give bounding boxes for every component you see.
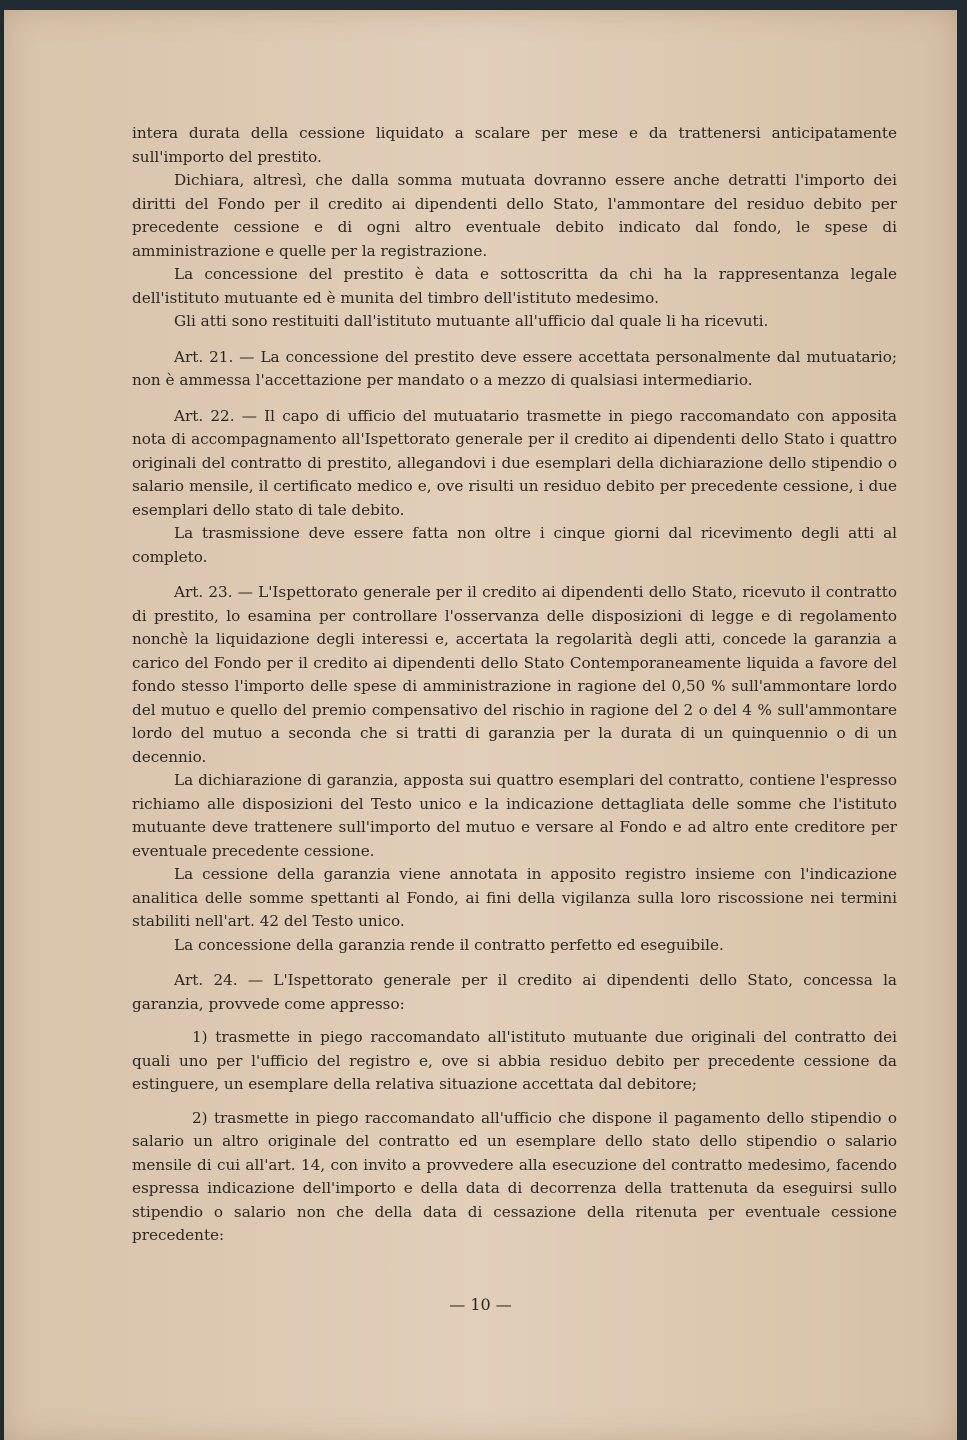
list-item: 1) trasmette in piego raccomandato all'istituto mutuante due originali del contratto dei quali uno per l'ufficio del registro e, ove si abbia residuo debito per precedente cessione da estinguere, un esemplare della relativa situazione accettata dal debitore; <box>132 1028 897 1093</box>
article-24: Art. 24. — L'Ispettorato generale per il credito ai dipendenti dello Stato, concessa la garanzia, provvede come appresso: <box>132 971 897 1013</box>
paragraph: Dichiara, altresì, che dalla somma mutuata dovranno essere anche detratti l'importo dei diritti del Fondo per il credito ai dipendenti dello Stato, l'ammontare del residuo debito per precedente cessione e di ogni altro eventuale debito indicato dal fondo, le spese di amministrazione e quelle per la registrazione. <box>132 171 897 260</box>
document-page <box>4 10 957 1440</box>
article-23: Art. 23. — L'Ispettorato generale per il credito ai dipendenti dello Stato, ricevuto il contratto di prestito, lo esamina per controllare l'osservanza delle disposizioni di legge e di regolamento nonchè la liquidazione degli interessi e, accertata la regolarità degli atti, concede la garanzia a carico del Fondo per il credito ai dipendenti dello Stato Contemporaneamente liquida a favore del fondo stesso l'importo delle spese di amministrazione in ragione del 0,50 % sull'ammontare lordo del mutuo e quello del premio compensativo del rischio in ragione del 2 o del 4 % sull'ammontare lordo del mutuo a seconda che si tratti di garanzia per la durata di un quinquennio o di un decennio. <box>132 583 897 766</box>
article-22: Art. 22. — Il capo di ufficio del mutuatario trasmette in piego raccomandato con apposita nota di accompagnamento all'Ispettorato generale per il credito ai dipendenti dello Stato i quattro originali del contratto di prestito, allegandovi i due esemplari della dichiarazione dello stipendio o salario mensile, il certificato medico e, ove risulti un residuo debito per precedente cessione, i due esemplari dello stato di tale debito. <box>132 406 897 519</box>
article-21: Art. 21. — La concessione del prestito deve essere accettata personalmente dal mutuatario; non è ammessa l'accettazione per mandato o a mezzo di qualsiasi intermediario. <box>132 347 897 389</box>
paragraph: La dichiarazione di garanzia, apposta sui quattro esemplari del contratto, contiene l'espresso richiamo alle disposizioni del Testo unico e la indicazione dettagliata delle somme che l'istituto mutuante deve trattenere sull'importo del mutuo e versare al Fondo e ad altro ente creditore per eventuale precedente cessione. <box>132 771 897 860</box>
paragraph: La cessione della garanzia viene annotata in apposito registro insieme con l'indicazione analitica delle somme spettanti al Fondo, ai fini della vigilanza sulla loro riscossione nei termini stabiliti nell'art. 42 del Testo unico. <box>132 865 897 930</box>
paragraph: La concessione della garanzia rende il contratto perfetto ed eseguibile. <box>174 935 724 954</box>
paragraph: Gli atti sono restituiti dall'istituto mutuante all'ufficio dal quale li ha ricevuti. <box>174 312 769 330</box>
body-text <box>132 122 897 1248</box>
paragraph: La concessione del prestito è data e sottoscritta da chi ha la rappresentanza legale dell'istituto mutuante ed è munita del timbro dell'istituto medesimo. <box>132 265 897 307</box>
page-number: — 10 — <box>449 1295 512 1314</box>
paragraph: La trasmissione deve essere fatta non oltre i cinque giorni dal ricevimento degli atti al completo. <box>132 524 897 566</box>
paragraph: intera durata della cessione liquidato a scalare per mese e da trattenersi anticipatamente sull'importo del prestito. <box>132 124 897 166</box>
list-item: 2) trasmette in piego raccomandato all'ufficio che dispone il pagamento dello stipendio o salario un altro originale del contratto ed un esemplare dello stato dello stipendio o salario mensile di cui all'art. 14, con invito a provvedere alla esecuzione del contratto medesimo, facendo espressa indicazione dell'importo e della data di decorrenza della trattenuta da eseguirsi sullo stipendio o salario non che della data di cessazione della ritenuta per eventuale cessione precedente: <box>132 1108 897 1244</box>
